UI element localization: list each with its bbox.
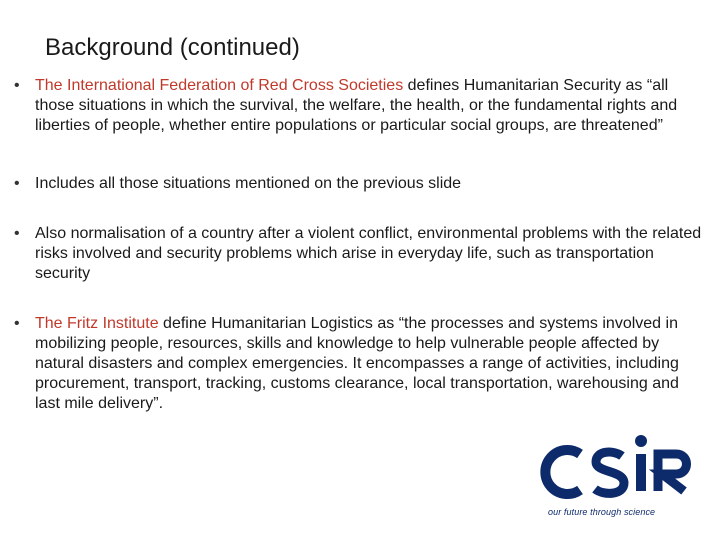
bullet-icon: •	[14, 175, 20, 192]
bullet-highlight: The Fritz Institute	[35, 315, 159, 332]
bullet-icon: •	[14, 77, 20, 94]
bullet-item	[14, 224, 704, 284]
bullet-text: defines Humanitarian Security as “all those situations in which the survival, the welfare, the health, or the fundamental rights and liberties of people, whether entire populations or particular social groups, are threatened”	[35, 77, 678, 134]
bullet-highlight: The International Federation of Red Cross Societies	[35, 77, 404, 94]
bullet-item	[14, 174, 704, 194]
logo-tagline: our future through science	[548, 507, 656, 517]
bullet-list	[14, 76, 704, 414]
bullet-item	[14, 314, 704, 414]
bullet-item	[14, 76, 704, 136]
bullet-text: Includes all those situations mentioned on the previous slide	[35, 175, 462, 192]
bullet-icon: •	[14, 225, 20, 242]
bullet-icon: •	[14, 315, 20, 332]
slide-title: Background (continued)	[45, 34, 300, 61]
bullet-text: define Humanitarian Logistics as “the processes and systems involved in mobilizing people, resources, skills and knowledge to help vulnerable people affected by natural disasters and complex emergencies. It encompasses a range of activities, including procurement, transport, tracking, customs clearance, local transportation, warehousing and last mile delivery”.	[35, 315, 679, 412]
csir-logo-icon	[540, 432, 710, 507]
bullet-text: Also normalisation of a country after a violent conflict, environmental problems with the related risks involved and security problems which arise in everyday life, such as transportation security	[35, 225, 702, 282]
